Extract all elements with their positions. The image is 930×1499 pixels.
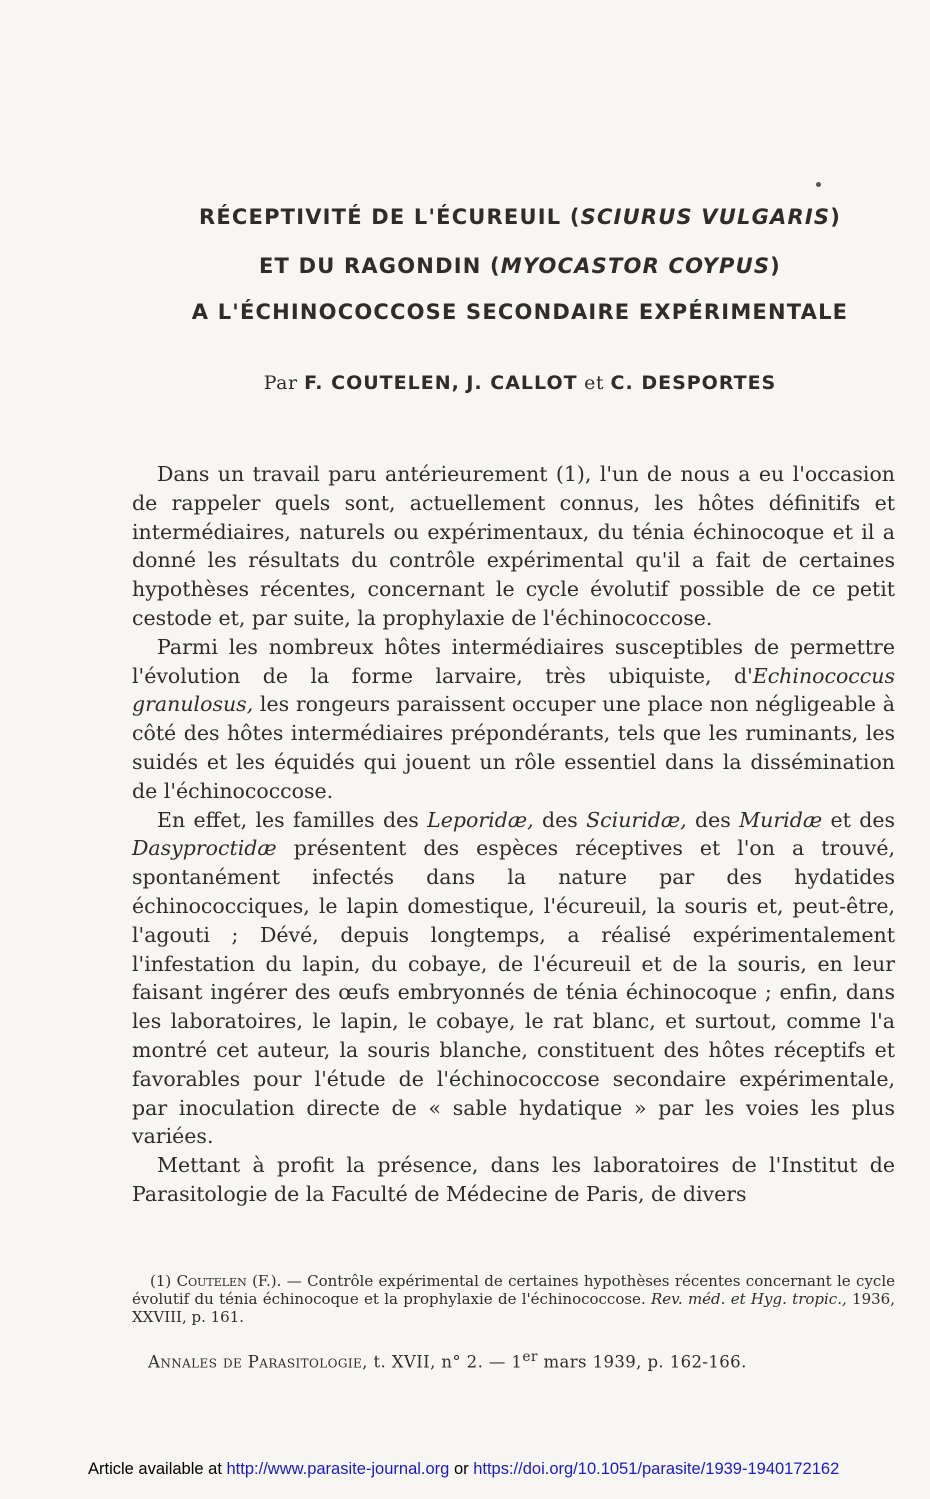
journal-superscript: er — [522, 1349, 538, 1365]
paragraph-text: des — [686, 807, 740, 832]
paragraph-2 — [132, 633, 895, 806]
family-name: Muridæ — [739, 807, 823, 832]
title-line-2 — [120, 254, 920, 278]
title-line-1 — [120, 205, 920, 229]
family-name: Dasyproctidæ — [132, 836, 277, 861]
authors-par: Par — [263, 372, 298, 394]
journal-citation — [148, 1349, 908, 1372]
authors-line — [120, 372, 920, 394]
family-name: Sciuridæ, — [586, 807, 687, 832]
author-callot: J. CALLOT — [466, 372, 578, 394]
authors-et: et — [584, 372, 604, 394]
title-species-name: MYOCASTOR COYPUS — [500, 254, 771, 278]
author-desportes: C. DESPORTES — [610, 372, 777, 394]
footnote-number: (1) — [150, 1272, 172, 1290]
paragraph-text: des — [533, 807, 587, 832]
title-species-name: SCIURUS VULGARIS — [580, 205, 831, 229]
availability-banner — [88, 1460, 888, 1479]
paragraph-1: Dans un travail paru antérieurement (1), l'un de nous a eu l'occasion de rappeler quels sont, actuellement connus, les hôtes définitifs et intermédiaires, naturels ou expérimentaux, du ténia échinocoque et il a donné les résultats du contrôle expérimental qu'il a fait de certaines hypothèses récentes, concernant le cycle évolutif possible de ce petit cestode et, par suite, la prophylaxie de l'échinococcose. — [132, 462, 895, 630]
print-speck — [816, 182, 821, 187]
title-line-3: A L'ÉCHINOCOCCOSE SECONDAIRE EXPÉRIMENTALE — [191, 300, 849, 324]
paragraph-text: présentent des espèces réceptives et l'on a trouvé, spontanément infectés dans la nature par des hydatides échinococciques, le lapin domestique, l'écureuil, la souris et, peut-être, l'agouti ; Dévé, depuis longtemps, a réalisé expérimentalement l'infestation du lapin, du cobaye, de l'écureuil et de la souris, en leur faisant ingérer des œufs embryonnés de ténia échinocoque ; enfin, dans les laboratoires, le lapin, le cobaye, le rat blanc, et surtout, comme l'a montré cet auteur, la souris blanche, constituent des hôtes réceptifs et favorables pour l'étude de l'échinococcose secondaire expérimentale, par inoculation directe de « sable hydatique » par les voies les plus variées. — [132, 836, 895, 1149]
species-name: Echinococcus granulosus, — [132, 663, 895, 717]
title-text: ) — [770, 254, 781, 278]
availability-text: Article available at — [88, 1460, 227, 1478]
title-text: RÉCEPTIVITÉ DE L'ÉCUREUIL ( — [199, 205, 581, 229]
footnote-journal: Rev. méd. et Hyg. tropic., — [651, 1290, 847, 1308]
author-coutelen: F. COUTELEN, — [304, 372, 460, 394]
article-body — [132, 460, 895, 1209]
footnote — [132, 1272, 895, 1326]
paragraph-text: Parmi les nombreux hôtes intermédiaires susceptibles de permettre l'évolution de la forme larvaire, très ubiquiste, d' — [132, 634, 895, 688]
footnote-text: 1936, XXVIII, p. 161. — [132, 1290, 895, 1326]
paragraph-text: et des — [822, 807, 895, 832]
doi-link[interactable]: https://doi.org/10.1051/parasite/1939-1940172162 — [473, 1460, 840, 1478]
paragraph-text: les rongeurs paraissent occuper une place non négligeable à côté des hôtes intermédiaires prépondérants, tels que les ruminants, les suidés et les équidés qui jouent un rôle essentiel dans la dissémination de l'échinococcose. — [132, 692, 895, 803]
availability-text: or — [449, 1460, 474, 1478]
footnote-text: (F.). — Contrôle expérimental de certaines hypothèses récentes concernant le cycle évolutif du ténia échinocoque et la prophylaxie de l'échinococcose. — [132, 1272, 895, 1308]
footnote-author: Coutelen — [176, 1272, 247, 1290]
journal-website-link[interactable]: http://www.parasite-journal.org — [226, 1460, 450, 1478]
journal-name: Annales de Parasitologie, — [148, 1352, 368, 1372]
paragraph-4: Mettant à profit la présence, dans les laboratoires de l'Institut de Parasitologie de la Faculté de Médecine de Paris, de divers — [132, 1153, 895, 1206]
journal-issue: t. XVII, n° 2. — 1 — [367, 1352, 523, 1372]
family-name: Leporidæ, — [427, 807, 534, 832]
paragraph-text: En effet, les familles des — [157, 807, 428, 832]
title-text: ET DU RAGONDIN ( — [259, 254, 501, 278]
paragraph-3 — [132, 806, 895, 1152]
title-text: ) — [830, 205, 841, 229]
journal-date-pages: mars 1939, p. 162-166. — [537, 1352, 747, 1372]
